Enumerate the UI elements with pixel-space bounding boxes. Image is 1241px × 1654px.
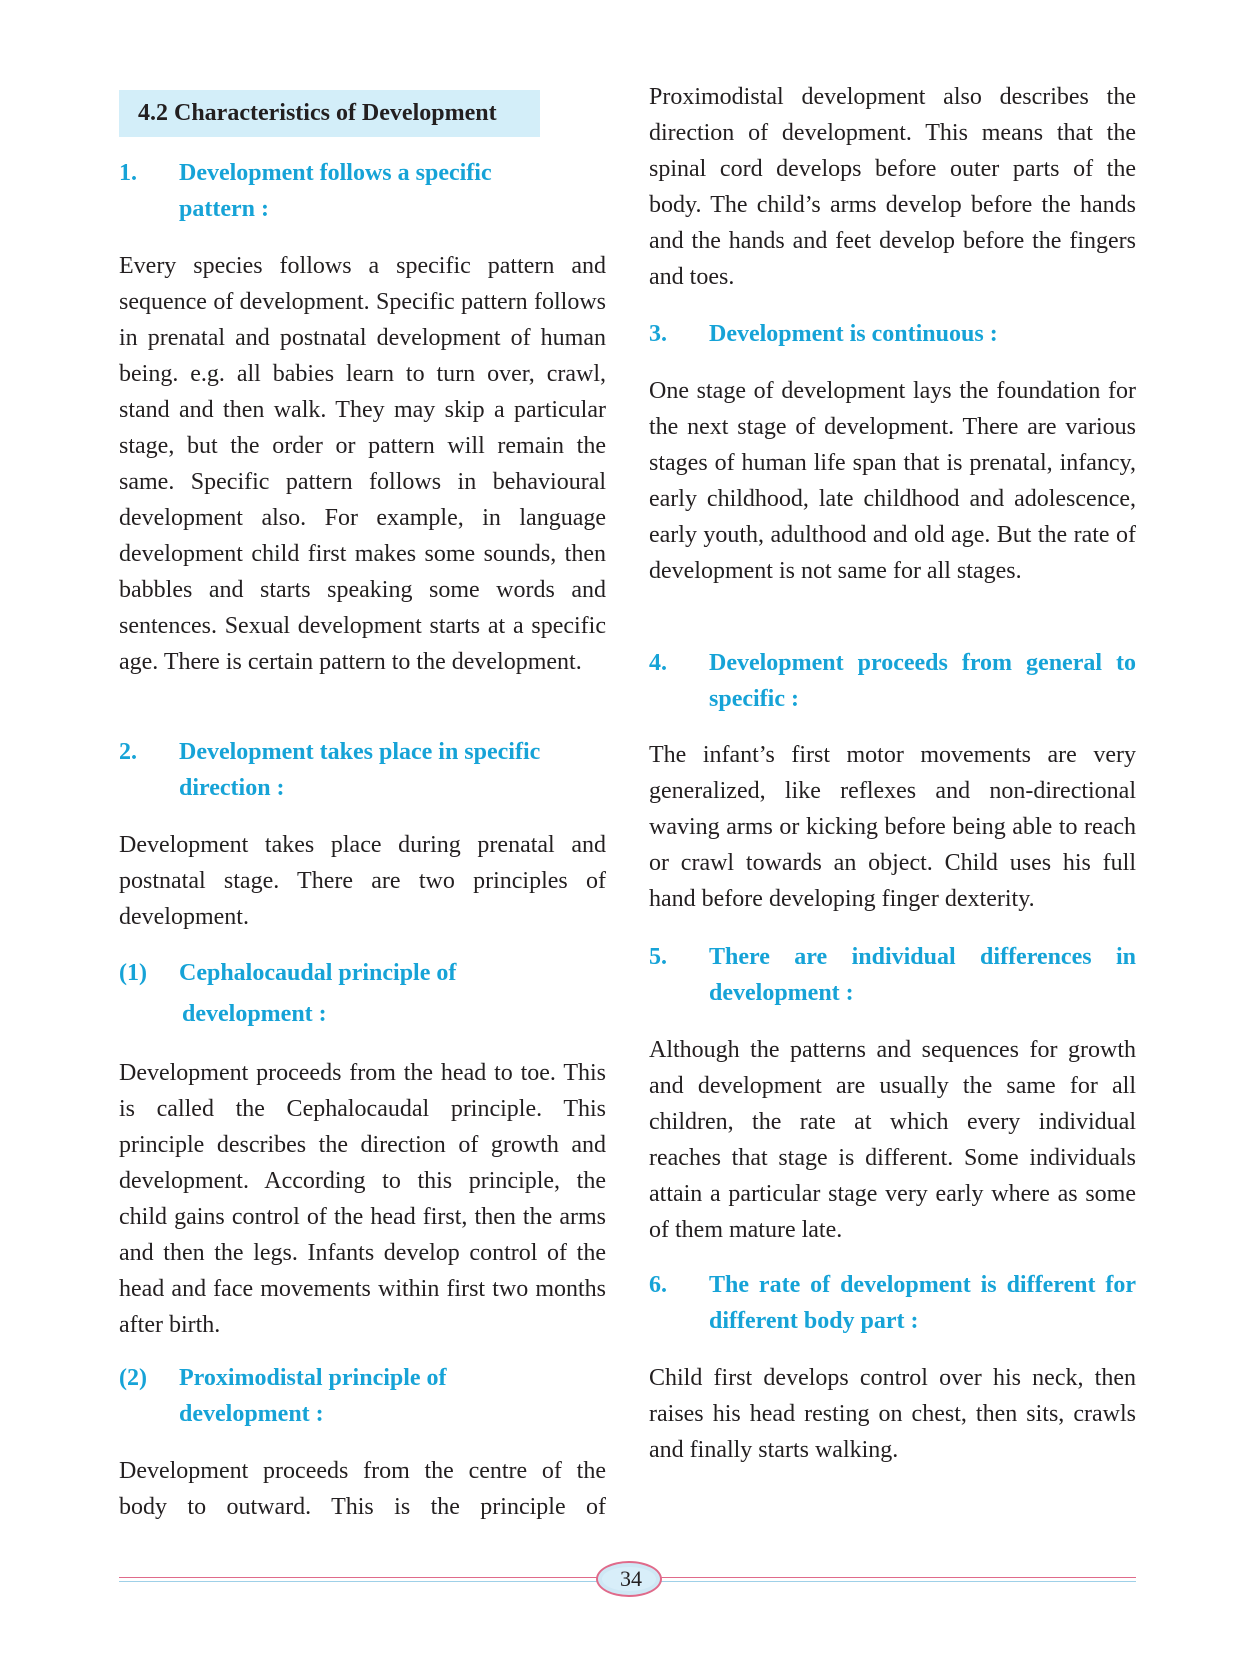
heading-3-text: Development is continuous : — [709, 321, 998, 347]
paragraph-5: Although the patterns and sequences for growth and development are usually the same for all children, the rate at which every individual reaches that stage is different. Some individuals attain a particular stage very early where as some of them mature late. — [649, 1037, 1136, 1243]
heading-5-number: 5. — [649, 944, 667, 970]
paragraph-1: Every species follows a specific pattern and sequence of development. Specific pattern follows in prenatal and postnatal development of human being. e.g. all babies learn to turn over, crawl, stand and then walk. They may skip a particular stage, but the order or pattern will remain the same. Specific pattern follows in behavioural development also. For example, in language development child first makes some sounds, then babbles and starts speaking some words and sentences. Sexual development starts at a specific age. There is certain pattern to the development. — [119, 253, 606, 675]
paragraph-6: Child first develops control over his neck, then raises his head resting on chest, then sits, crawls and finally starts walking. — [649, 1365, 1136, 1463]
paragraph-4: The infant’s first motor movements are very generalized, like reflexes and non-directional waving arms or kicking before being able to reach or crawl towards an object. Child uses his full hand before developing finger dexterity. — [649, 742, 1136, 912]
heading-3-number: 3. — [649, 321, 667, 347]
heading-1-text: Development follows a specific pattern : — [179, 160, 492, 222]
heading-2a — [119, 955, 606, 1035]
heading-2b — [119, 1360, 606, 1432]
heading-2 — [119, 734, 606, 806]
heading-5 — [649, 939, 1136, 1011]
page-number: 34 — [620, 1566, 642, 1591]
paragraph-2b: Development proceeds from the centre of the body to outward. This is the principle of — [119, 1458, 606, 1520]
heading-4 — [649, 645, 1136, 717]
paragraph-2: Development takes place during prenatal and postnatal stage. There are two principles of development. — [119, 832, 606, 930]
section-title-box — [119, 90, 540, 137]
heading-5-text: There are individual differences in development : — [709, 944, 1136, 1006]
paragraph-3: One stage of development lays the foundation for the next stage of development. There are various stages of human life span that is prenatal, infancy, early childhood, late childhood and adolescence, early youth, adulthood and old age. But the rate of development is not same for all stages. — [649, 378, 1136, 584]
heading-6 — [649, 1267, 1136, 1339]
heading-6-number: 6. — [649, 1272, 667, 1298]
heading-2b-text: Proximodistal principle of development : — [179, 1365, 447, 1427]
paragraph-right-0: Proximodistal development also describes the direction of development. This means that the spinal cord develops before outer parts of the body. The child’s arms develop before the hands and the hands and feet develop before the fingers and toes. — [649, 84, 1136, 290]
heading-2-number: 2. — [119, 739, 137, 765]
heading-2a-line2: development : — [182, 1001, 327, 1027]
heading-4-number: 4. — [649, 650, 667, 676]
page-number-badge — [596, 1561, 662, 1597]
heading-1 — [119, 155, 606, 227]
heading-1-number: 1. — [119, 160, 137, 186]
heading-2b-number: (2) — [119, 1365, 147, 1391]
heading-6-text: The rate of development is different for different body part : — [709, 1272, 1136, 1334]
paragraph-2a: Development proceeds from the head to toe. This is called the Cephalocaudal principle. This principle describes the direction of growth and development. According to this principle, the child gains control of the head first, then the arms and then the legs. Infants develop control of the head and face movements within first two months after birth. — [119, 1060, 606, 1338]
section-title: 4.2 Characteristics of Development — [138, 100, 497, 126]
heading-2-text: Development takes place in specific direction : — [179, 739, 541, 801]
heading-4-text: Development proceeds from general to specific : — [709, 650, 1136, 712]
heading-2a-number: (1) — [119, 960, 147, 986]
heading-2a-line1: Cephalocaudal principle of — [179, 960, 457, 986]
heading-3 — [649, 316, 1136, 352]
